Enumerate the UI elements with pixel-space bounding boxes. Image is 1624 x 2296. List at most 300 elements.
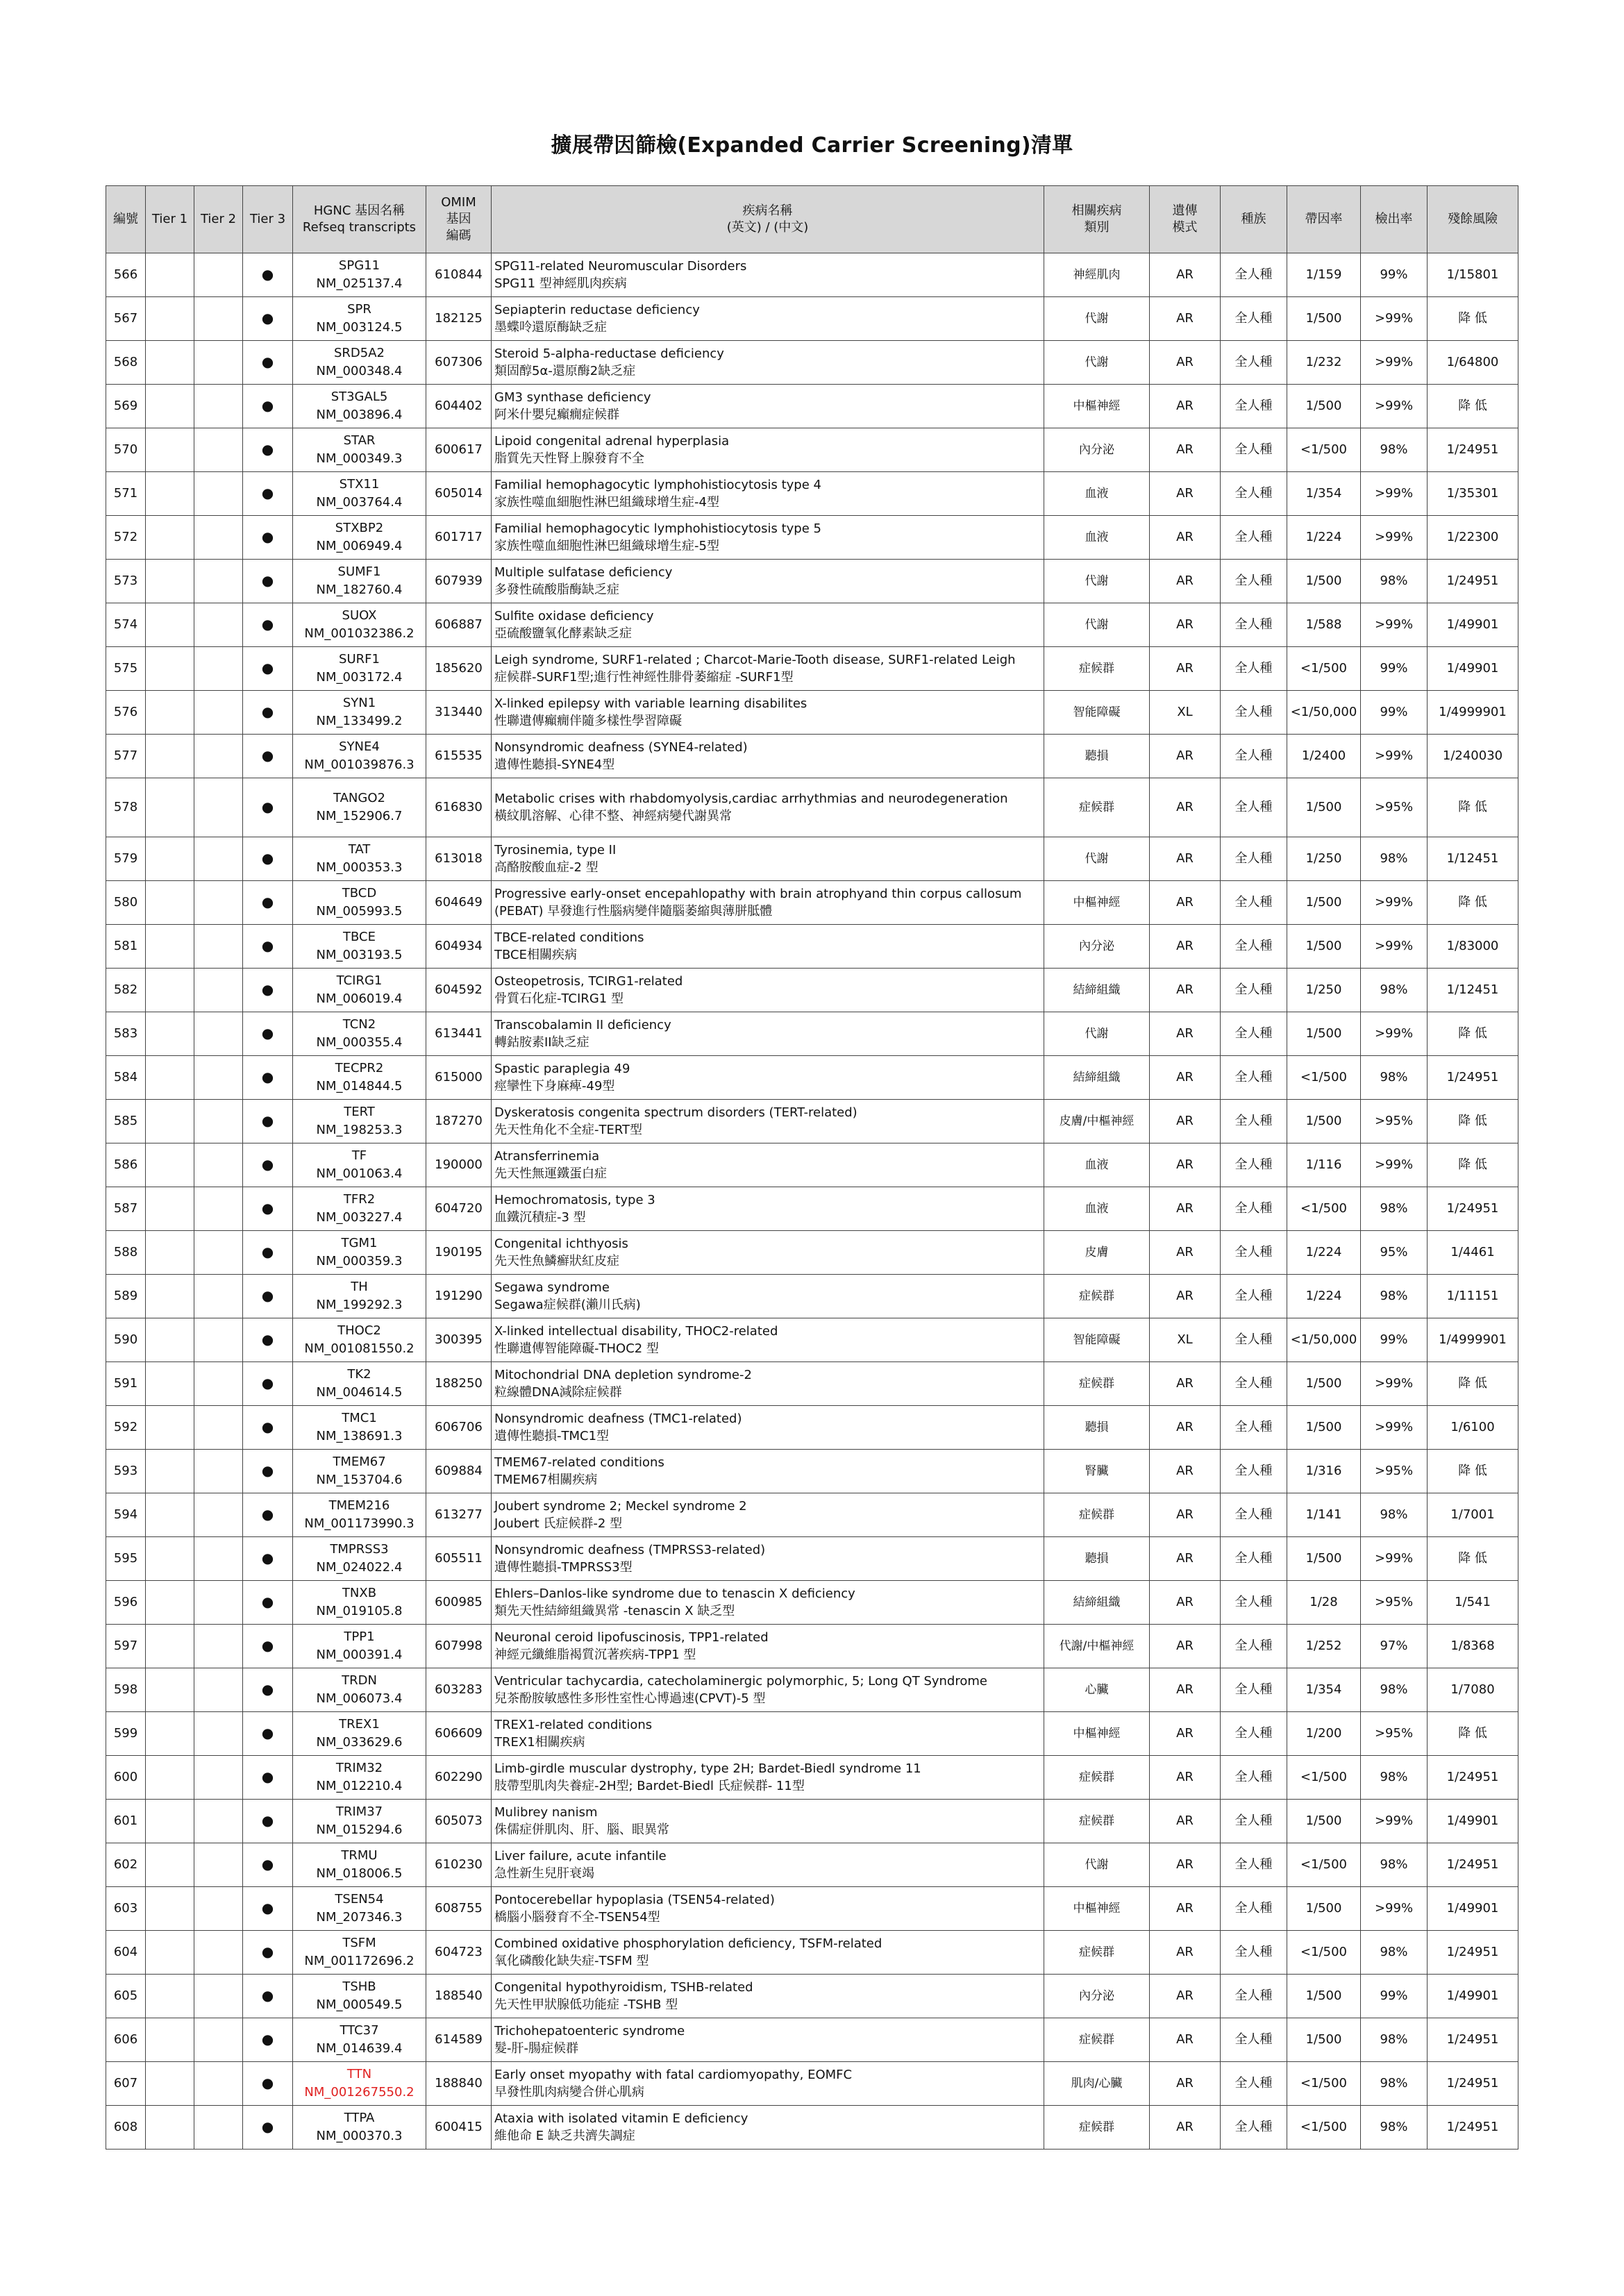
- gene-symbol: SPR: [347, 302, 371, 317]
- table-row: [106, 778, 1518, 837]
- gene-symbol: TECPR2: [335, 1061, 384, 1075]
- carrier-rate: 1/200: [1287, 1712, 1361, 1756]
- table-row: [106, 560, 1518, 603]
- tier1-cell: [146, 1100, 194, 1143]
- ethnicity: 全人種: [1221, 1406, 1287, 1450]
- disease-name-zh: 症候群-SURF1型;進行性神經性腓骨萎縮症 -SURF1型: [494, 670, 794, 685]
- refseq-transcript: NM_019105.8: [316, 1604, 403, 1618]
- gene-cell: [293, 1143, 426, 1187]
- disease-category: 內分泌: [1044, 1975, 1150, 2018]
- gene-cell: [293, 1362, 426, 1406]
- carrier-rate: 1/500: [1287, 385, 1361, 428]
- tier2-cell: [194, 1187, 243, 1231]
- detection-rate: 98%: [1361, 969, 1428, 1012]
- tier1-cell: [146, 735, 194, 778]
- disease-category: 結締組織: [1044, 1056, 1150, 1100]
- omim-code: 616830: [426, 778, 492, 837]
- refseq-transcript: NM_018006.5: [316, 1866, 403, 1881]
- ethnicity: 全人種: [1221, 778, 1287, 837]
- carrier-rate: <1/50,000: [1287, 691, 1361, 735]
- tier-bullet-icon: ●: [261, 441, 274, 458]
- tier1-cell: [146, 428, 194, 472]
- table-row: [106, 253, 1518, 297]
- tier3-cell: [243, 1537, 293, 1581]
- disease-name-zh: 亞硫酸鹽氧化酵素缺乏症: [494, 626, 632, 641]
- table-row: [106, 647, 1518, 691]
- tier-bullet-icon: ●: [261, 353, 274, 370]
- row-number: 574: [106, 603, 146, 647]
- inheritance-mode: XL: [1150, 691, 1221, 735]
- table-row: [106, 1450, 1518, 1493]
- omim-code: 613441: [426, 1012, 492, 1056]
- disease-name-en: Progressive early-onset encepahlopathy with brain atrophyand thin corpus callosum: [494, 887, 1022, 901]
- inheritance-mode: AR: [1150, 1143, 1221, 1187]
- disease-name-zh: Segawa症候群(瀨川氏病): [494, 1298, 641, 1312]
- tier1-cell: [146, 1668, 194, 1712]
- tier-bullet-icon: ●: [261, 1812, 274, 1829]
- gene-cell: [293, 1493, 426, 1537]
- disease-category: 症候群: [1044, 647, 1150, 691]
- disease-category: 血液: [1044, 472, 1150, 516]
- inheritance-mode: AR: [1150, 1756, 1221, 1800]
- disease-category: 症候群: [1044, 2018, 1150, 2062]
- gene-cell: [293, 2018, 426, 2062]
- disease-name-en: Dyskeratosis congenita spectrum disorders (TERT-related): [494, 1105, 857, 1120]
- residual-risk: 1/24951: [1428, 1931, 1518, 1975]
- tier1-cell: [146, 925, 194, 969]
- tier-bullet-icon: ●: [261, 937, 274, 954]
- omim-code: 604723: [426, 1931, 492, 1975]
- disease-name-zh: 急性新生兒肝衰竭: [494, 1866, 594, 1881]
- row-number: 599: [106, 1712, 146, 1756]
- disease-name-en: Combined oxidative phosphorylation deficiency, TSFM-related: [494, 1936, 882, 1951]
- table-body: [106, 253, 1518, 2150]
- disease-category: 聽損: [1044, 735, 1150, 778]
- residual-risk: 1/4999901: [1428, 691, 1518, 735]
- disease-category: 智能障礙: [1044, 691, 1150, 735]
- tier1-cell: [146, 1275, 194, 1318]
- disease-name-zh: (PEBAT) 早發進行性腦病變伴隨腦萎縮與薄胼胝體: [494, 904, 773, 919]
- residual-risk: 降 低: [1428, 778, 1518, 837]
- tier-bullet-icon: ●: [261, 1112, 274, 1129]
- disease-name-zh: 家族性噬血細胞性淋巴組織球增生症-5型: [494, 539, 719, 553]
- disease-name: [492, 778, 1044, 837]
- tier2-cell: [194, 1143, 243, 1187]
- tier3-cell: [243, 1843, 293, 1887]
- residual-risk: 1/49901: [1428, 647, 1518, 691]
- refseq-transcript: NM_014639.4: [316, 2041, 403, 2056]
- gene-symbol: TMEM216: [328, 1498, 390, 1513]
- disease-name: [492, 1143, 1044, 1187]
- disease-name-en: X-linked intellectual disability, THOC2-related: [494, 1324, 778, 1339]
- tier3-cell: [243, 603, 293, 647]
- disease-name-en: Transcobalamin II deficiency: [494, 1018, 671, 1032]
- inheritance-mode: AR: [1150, 2062, 1221, 2106]
- disease-category: 中樞神經: [1044, 1712, 1150, 1756]
- omim-code: 610844: [426, 253, 492, 297]
- row-number: 606: [106, 2018, 146, 2062]
- refseq-transcript: NM_000355.4: [316, 1035, 403, 1050]
- disease-name-zh: 類先天性結締組織異常 -tenascin X 缺乏型: [494, 1604, 735, 1618]
- refseq-transcript: NM_003193.5: [316, 948, 403, 962]
- disease-category: 症候群: [1044, 778, 1150, 837]
- tier3-cell: [243, 1668, 293, 1712]
- refseq-transcript: NM_000391.4: [316, 1648, 403, 1662]
- row-number: 596: [106, 1581, 146, 1625]
- tier3-cell: [243, 2062, 293, 2106]
- omim-code: 606609: [426, 1712, 492, 1756]
- residual-risk: 1/49901: [1428, 1887, 1518, 1931]
- header-tier3: Tier 3: [243, 186, 293, 253]
- disease-name: [492, 1887, 1044, 1931]
- ethnicity: 全人種: [1221, 1537, 1287, 1581]
- table-row: [106, 341, 1518, 385]
- inheritance-mode: AR: [1150, 2106, 1221, 2150]
- disease-name-en: Steroid 5-alpha-reductase deficiency: [494, 346, 724, 361]
- tier-bullet-icon: ●: [261, 528, 274, 545]
- detection-rate: 98%: [1361, 1493, 1428, 1537]
- inheritance-mode: AR: [1150, 925, 1221, 969]
- disease-name-en: TREX1-related conditions: [494, 1718, 653, 1732]
- disease-name-zh: TREX1相關疾病: [494, 1735, 585, 1750]
- disease-name: [492, 2018, 1044, 2062]
- tier-bullet-icon: ●: [261, 1200, 274, 1216]
- disease-name-en: Nonsyndromic deafness (TMC1-related): [494, 1411, 742, 1426]
- refseq-transcript: NM_001173990.3: [304, 1516, 415, 1531]
- table-row: [106, 297, 1518, 341]
- inheritance-mode: AR: [1150, 603, 1221, 647]
- tier1-cell: [146, 881, 194, 925]
- disease-name-en: Ataxia with isolated vitamin E deficiency: [494, 2111, 748, 2126]
- disease-category: 結締組織: [1044, 969, 1150, 1012]
- header-tier1: Tier 1: [146, 186, 194, 253]
- tier2-cell: [194, 1318, 243, 1362]
- table-row: [106, 1012, 1518, 1056]
- ethnicity: 全人種: [1221, 1975, 1287, 2018]
- tier-bullet-icon: ●: [261, 310, 274, 326]
- ethnicity: 全人種: [1221, 1493, 1287, 1537]
- tier2-cell: [194, 881, 243, 925]
- tier3-cell: [243, 1362, 293, 1406]
- disease-name-zh: 早發性肌肉病變合併心肌病: [494, 2085, 644, 2100]
- row-number: 602: [106, 1843, 146, 1887]
- disease-name-en: Spastic paraplegia 49: [494, 1062, 630, 1076]
- disease-category: 代謝: [1044, 560, 1150, 603]
- table-row: [106, 1975, 1518, 2018]
- refseq-transcript: NM_198253.3: [316, 1123, 403, 1137]
- detection-rate: >95%: [1361, 1450, 1428, 1493]
- tier-bullet-icon: ●: [261, 703, 274, 720]
- disease-name-en: Metabolic crises with rhabdomyolysis,cardiac arrhythmias and neurodegeneration: [494, 791, 1008, 806]
- carrier-rate: 1/500: [1287, 1800, 1361, 1843]
- residual-risk: 1/24951: [1428, 1056, 1518, 1100]
- table-row: [106, 1056, 1518, 1100]
- tier3-cell: [243, 1581, 293, 1625]
- disease-name-en: Nonsyndromic deafness (TMPRSS3-related): [494, 1543, 766, 1557]
- residual-risk: 1/24951: [1428, 560, 1518, 603]
- tier3-cell: [243, 1756, 293, 1800]
- refseq-transcript: NM_003764.4: [316, 495, 403, 510]
- tier2-cell: [194, 1231, 243, 1275]
- tier-bullet-icon: ●: [261, 1593, 274, 1610]
- disease-name: [492, 1625, 1044, 1668]
- refseq-transcript: NM_153704.6: [316, 1473, 403, 1487]
- disease-name: [492, 1012, 1044, 1056]
- detection-rate: 98%: [1361, 2062, 1428, 2106]
- tier3-cell: [243, 691, 293, 735]
- ethnicity: 全人種: [1221, 1187, 1287, 1231]
- disease-category: 症候群: [1044, 1275, 1150, 1318]
- disease-category: 症候群: [1044, 1931, 1150, 1975]
- tier-bullet-icon: ●: [261, 2031, 274, 2047]
- residual-risk: 1/83000: [1428, 925, 1518, 969]
- detection-rate: >99%: [1361, 1537, 1428, 1581]
- table-row: [106, 1275, 1518, 1318]
- disease-name-zh: 類固醇5α-還原酶2缺乏症: [494, 364, 636, 378]
- row-number: 566: [106, 253, 146, 297]
- residual-risk: 1/35301: [1428, 472, 1518, 516]
- tier3-cell: [243, 2106, 293, 2150]
- disease-name-en: Atransferrinemia: [494, 1149, 600, 1164]
- detection-rate: >99%: [1361, 297, 1428, 341]
- omim-code: 607998: [426, 1625, 492, 1668]
- tier-bullet-icon: ●: [261, 616, 274, 632]
- tier-bullet-icon: ●: [261, 894, 274, 910]
- gene-symbol: TH: [351, 1280, 368, 1294]
- disease-category: 肌肉/心臟: [1044, 2062, 1150, 2106]
- tier-bullet-icon: ●: [261, 1637, 274, 1654]
- inheritance-mode: AR: [1150, 1406, 1221, 1450]
- residual-risk: 1/6100: [1428, 1406, 1518, 1450]
- residual-risk: 1/49901: [1428, 1800, 1518, 1843]
- tier1-cell: [146, 1887, 194, 1931]
- tier2-cell: [194, 603, 243, 647]
- ethnicity: 全人種: [1221, 341, 1287, 385]
- disease-category: 腎臟: [1044, 1450, 1150, 1493]
- omim-code: 608755: [426, 1887, 492, 1931]
- tier1-cell: [146, 1756, 194, 1800]
- tier3-cell: [243, 253, 293, 297]
- omim-code: 605014: [426, 472, 492, 516]
- tier2-cell: [194, 1931, 243, 1975]
- disease-name-zh: SPG11 型神經肌肉疾病: [494, 276, 627, 291]
- disease-name: [492, 1231, 1044, 1275]
- gene-cell: [293, 647, 426, 691]
- disease-name-en: Early onset myopathy with fatal cardiomyopathy, EOMFC: [494, 2068, 853, 2082]
- residual-risk: 1/15801: [1428, 253, 1518, 297]
- tier-bullet-icon: ●: [261, 747, 274, 764]
- disease-name: [492, 1537, 1044, 1581]
- disease-name-zh: 肢帶型肌肉失養症-2H型; Bardet-Biedl 氏症候群- 11型: [494, 1779, 805, 1793]
- gene-symbol: TAT: [348, 842, 371, 857]
- refseq-transcript: NM_015294.6: [316, 1822, 403, 1837]
- tier-bullet-icon: ●: [261, 1943, 274, 1960]
- row-number: 587: [106, 1187, 146, 1231]
- refseq-transcript: NM_138691.3: [316, 1429, 403, 1443]
- disease-name: [492, 297, 1044, 341]
- disease-category: 神經肌肉: [1044, 253, 1150, 297]
- inheritance-mode: AR: [1150, 1187, 1221, 1231]
- tier3-cell: [243, 881, 293, 925]
- disease-name: [492, 560, 1044, 603]
- tier3-cell: [243, 1493, 293, 1537]
- gene-cell: [293, 2106, 426, 2150]
- row-number: 570: [106, 428, 146, 472]
- refseq-transcript: NM_005993.5: [316, 904, 403, 919]
- tier1-cell: [146, 2062, 194, 2106]
- tier3-cell: [243, 969, 293, 1012]
- table-row: [106, 2018, 1518, 2062]
- carrier-rate: 1/224: [1287, 516, 1361, 560]
- carrier-rate: 1/2400: [1287, 735, 1361, 778]
- inheritance-mode: AR: [1150, 1012, 1221, 1056]
- header-detection-rate: 檢出率: [1361, 186, 1428, 253]
- table-row: [106, 1143, 1518, 1187]
- gene-symbol: TNXB: [342, 1586, 377, 1600]
- ethnicity: 全人種: [1221, 881, 1287, 925]
- table-row: [106, 1318, 1518, 1362]
- inheritance-mode: AR: [1150, 1800, 1221, 1843]
- table-row: [106, 516, 1518, 560]
- tier3-cell: [243, 297, 293, 341]
- disease-category: 代謝: [1044, 297, 1150, 341]
- carrier-rate: 1/252: [1287, 1625, 1361, 1668]
- table-row: [106, 428, 1518, 472]
- disease-category: 皮膚: [1044, 1231, 1150, 1275]
- residual-risk: 1/12451: [1428, 837, 1518, 881]
- disease-name-en: Leigh syndrome, SURF1-related ; Charcot-Marie-Tooth disease, SURF1-related Leigh: [494, 653, 1016, 667]
- residual-risk: 1/4461: [1428, 1231, 1518, 1275]
- disease-name: [492, 1493, 1044, 1537]
- tier2-cell: [194, 1581, 243, 1625]
- table-row: [106, 1668, 1518, 1712]
- tier3-cell: [243, 560, 293, 603]
- inheritance-mode: AR: [1150, 1537, 1221, 1581]
- residual-risk: 1/24951: [1428, 428, 1518, 472]
- tier2-cell: [194, 735, 243, 778]
- inheritance-mode: AR: [1150, 428, 1221, 472]
- detection-rate: 99%: [1361, 647, 1428, 691]
- omim-code: 600415: [426, 2106, 492, 2150]
- ethnicity: 全人種: [1221, 2106, 1287, 2150]
- tier-bullet-icon: ●: [261, 1156, 274, 1173]
- ethnicity: 全人種: [1221, 1100, 1287, 1143]
- residual-risk: 降 低: [1428, 1450, 1518, 1493]
- detection-rate: 98%: [1361, 1931, 1428, 1975]
- table-row: [106, 735, 1518, 778]
- omim-code: 604649: [426, 881, 492, 925]
- detection-rate: 98%: [1361, 2018, 1428, 2062]
- tier-bullet-icon: ●: [261, 1375, 274, 1391]
- tier2-cell: [194, 516, 243, 560]
- gene-symbol: TMPRSS3: [330, 1542, 389, 1557]
- refseq-transcript: NM_000348.4: [316, 364, 403, 378]
- residual-risk: 1/24951: [1428, 1187, 1518, 1231]
- carrier-rate: <1/500: [1287, 1843, 1361, 1887]
- gene-symbol: TSFM: [342, 1936, 376, 1950]
- carrier-rate: 1/500: [1287, 1537, 1361, 1581]
- table-row: [106, 1187, 1518, 1231]
- table-row: [106, 1406, 1518, 1450]
- detection-rate: >99%: [1361, 735, 1428, 778]
- row-number: 595: [106, 1537, 146, 1581]
- detection-rate: 98%: [1361, 428, 1428, 472]
- refseq-transcript: NM_000549.5: [316, 1997, 403, 2012]
- tier2-cell: [194, 969, 243, 1012]
- disease-name: [492, 1362, 1044, 1406]
- gene-symbol: TGM1: [341, 1236, 378, 1250]
- disease-name: [492, 881, 1044, 925]
- tier1-cell: [146, 647, 194, 691]
- disease-category: 中樞神經: [1044, 385, 1150, 428]
- gene-symbol: TBCD: [342, 886, 377, 900]
- omim-code: 606706: [426, 1406, 492, 1450]
- ethnicity: 全人種: [1221, 1362, 1287, 1406]
- disease-name: [492, 647, 1044, 691]
- disease-name-zh: 氧化磷酸化缺失症-TSFM 型: [494, 1954, 649, 1968]
- detection-rate: >99%: [1361, 603, 1428, 647]
- carrier-rate: 1/354: [1287, 472, 1361, 516]
- ethnicity: 全人種: [1221, 1668, 1287, 1712]
- ethnicity: 全人種: [1221, 428, 1287, 472]
- ethnicity: 全人種: [1221, 560, 1287, 603]
- gene-cell: [293, 1275, 426, 1318]
- residual-risk: 1/24951: [1428, 2106, 1518, 2150]
- residual-risk: 降 低: [1428, 385, 1518, 428]
- row-number: 579: [106, 837, 146, 881]
- refseq-transcript: NM_000353.3: [316, 860, 403, 875]
- tier2-cell: [194, 1406, 243, 1450]
- disease-name-en: SPG11-related Neuromuscular Disorders: [494, 259, 747, 274]
- disease-name: [492, 2062, 1044, 2106]
- disease-name: [492, 1843, 1044, 1887]
- inheritance-mode: AR: [1150, 881, 1221, 925]
- gene-cell: [293, 1187, 426, 1231]
- omim-code: 606887: [426, 603, 492, 647]
- disease-category: 症候群: [1044, 2106, 1150, 2150]
- row-number: 604: [106, 1931, 146, 1975]
- tier2-cell: [194, 1625, 243, 1668]
- tier-bullet-icon: ●: [261, 1462, 274, 1479]
- header-residual-risk: 殘餘風險: [1428, 186, 1518, 253]
- tier1-cell: [146, 341, 194, 385]
- disease-name-en: Ventricular tachycardia, catecholaminergic polymorphic, 5; Long QT Syndrome: [494, 1674, 987, 1689]
- inheritance-mode: AR: [1150, 1275, 1221, 1318]
- gene-symbol: TCIRG1: [336, 973, 383, 988]
- disease-name: [492, 735, 1044, 778]
- detection-rate: >99%: [1361, 341, 1428, 385]
- disease-name-zh: 遺傳性聽損-TMC1型: [494, 1429, 610, 1443]
- carrier-rate: 1/316: [1287, 1450, 1361, 1493]
- inheritance-mode: AR: [1150, 1362, 1221, 1406]
- refseq-transcript: NM_014844.5: [316, 1079, 403, 1093]
- row-number: 573: [106, 560, 146, 603]
- detection-rate: >99%: [1361, 881, 1428, 925]
- tier-bullet-icon: ●: [261, 2118, 274, 2135]
- carrier-rate: <1/500: [1287, 1756, 1361, 1800]
- inheritance-mode: AR: [1150, 341, 1221, 385]
- gene-symbol: SURF1: [339, 652, 380, 667]
- header-disease: 疾病名稱 (英文) / (中文): [492, 186, 1044, 253]
- omim-code: 605511: [426, 1537, 492, 1581]
- tier3-cell: [243, 925, 293, 969]
- tier1-cell: [146, 1581, 194, 1625]
- tier2-cell: [194, 1450, 243, 1493]
- omim-code: 187270: [426, 1100, 492, 1143]
- detection-rate: 98%: [1361, 560, 1428, 603]
- carrier-rate: 1/500: [1287, 1362, 1361, 1406]
- tier2-cell: [194, 560, 243, 603]
